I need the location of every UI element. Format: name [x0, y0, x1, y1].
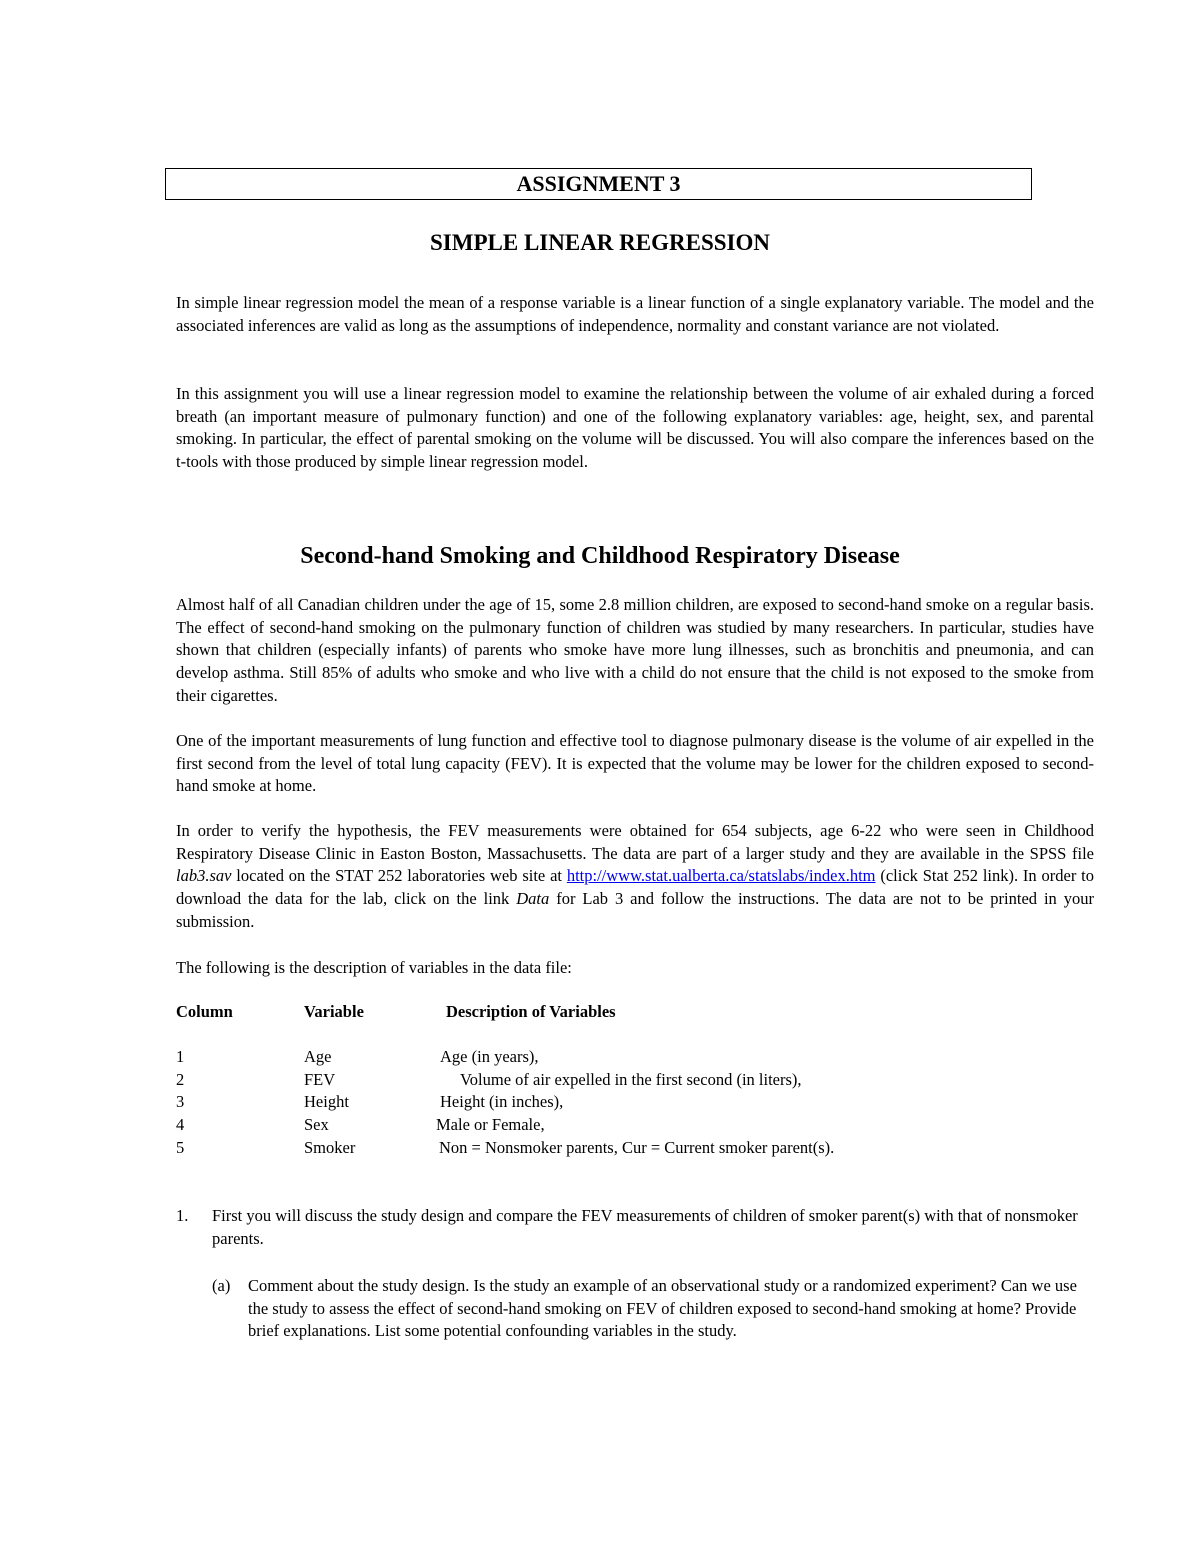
- section-paragraph-2: One of the important measurements of lung function and effective tool to diagnose pulmonary disease is the volume of air expelled in the first second from the level of total lung capacity (FEV). It is expected that the volume may be lower for the children exposed to second-hand smoke at home.: [176, 731, 1094, 796]
- table-row: [176, 1046, 1094, 1069]
- table-cell-column: 5: [176, 1137, 185, 1157]
- table-cell-description: Volume of air expelled in the first second (in liters),: [460, 1069, 802, 1089]
- data-link-label: Data: [516, 889, 550, 909]
- table-cell-description: Non = Nonsmoker parents, Cur = Current smoker parent(s).: [439, 1137, 835, 1157]
- table-cell-variable: Height: [304, 1092, 349, 1112]
- table-cell-description: Age (in years),: [440, 1047, 539, 1066]
- section-paragraph-3: [176, 820, 1094, 934]
- question-1a-text: Comment about the study design. Is the study an example of an observational study or a randomized experiment? Can we use the study to assess the effect of second-hand smoking on FEV of children exposed to second-hand smoking at home? Provide brief explanations. List some potential confounding variables in the study.: [248, 1276, 1077, 1341]
- table-cell-variable: Sex: [304, 1115, 329, 1135]
- section-paragraph-1: Almost half of all Canadian children under the age of 15, some 2.8 million children, are exposed to second-hand smoke on a regular basis. The effect of second-hand smoking on the pulmonary function of children was studied by many researchers. In particular, studies have shown that children (especially infants) of parents who smoke have more lung illnesses, such as bronchitis and pneumonia, and can develop asthma. Still 85% of adults who smoke and who live with a child do not ensure that the child is not exposed to the smoke from their cigarettes.: [176, 595, 1094, 705]
- main-heading: SIMPLE LINEAR REGRESSION: [430, 230, 770, 255]
- table-cell-variable: FEV: [304, 1069, 336, 1089]
- table-header-column: Column: [176, 1002, 233, 1021]
- table-cell-description: Height (in inches),: [440, 1092, 564, 1112]
- table-cell-column: 1: [176, 1047, 185, 1066]
- table-cell-column: 2: [176, 1069, 185, 1089]
- p3-text-a: In order to verify the hypothesis, the FEV measurements were obtained for 654 subjects, age 6-22 who were seen in Childhood Respiratory Disease Clinic in Easton Boston, Massachusetts. The data are part of a larger study and they are available in the SPSS file: [176, 821, 1094, 863]
- table-cell-column: 4: [176, 1115, 185, 1135]
- intro-paragraph-1: In simple linear regression model the mean of a response variable is a linear function of a single explanatory variable. The model and the associated inferences are valid as long as the assumptions of independence, normality and constant variance are not violated.: [176, 293, 1094, 335]
- intro-paragraph-2: In this assignment you will use a linear regression model to examine the relationship between the volume of air exhaled during a forced breath (an important measure of pulmonary function) and one of the following explanatory variables: age, height, sex, and parental smoking. In particular, the effect of parental smoking on the volume will be discussed. You will also compare the inferences based on the t-tools with those produced by simple linear regression model.: [176, 384, 1094, 472]
- p3-text-b: located on the STAT 252 laboratories web site at: [231, 866, 567, 886]
- section-paragraph-4: The following is the description of variables in the data file:: [176, 958, 572, 977]
- table-header-description: Description of Variables: [446, 1002, 616, 1021]
- data-file-name: lab3.sav: [176, 866, 232, 886]
- table-cell-variable: Smoker: [304, 1137, 356, 1157]
- lab-website-link[interactable]: http://www.stat.ualberta.ca/statslabs/index.htm: [566, 866, 876, 886]
- question-1a-label: (a): [212, 1276, 231, 1295]
- p3-text-d: for Lab 3 and follow the instructions. The data are not to be printed in your submission.: [176, 889, 1094, 931]
- assignment-title-box: [165, 168, 1032, 200]
- table-row: [176, 1069, 1094, 1092]
- table-header-variable: Variable: [304, 1002, 364, 1021]
- question-1-number: 1.: [176, 1206, 189, 1225]
- variables-table: [176, 1001, 1094, 1159]
- assignment-title: ASSIGNMENT 3: [516, 171, 681, 196]
- table-cell-description: Male or Female,: [436, 1115, 545, 1135]
- table-row: [176, 1114, 1094, 1137]
- table-header-row: [176, 1001, 1094, 1046]
- p3-text-c: (click Stat 252 link). In order to download the data for the lab, click on the link: [176, 866, 1094, 909]
- table-row: [176, 1091, 1094, 1114]
- section-heading: Second-hand Smoking and Childhood Respiratory Disease: [300, 543, 900, 569]
- table-row: [176, 1137, 1094, 1160]
- table-cell-column: 3: [176, 1092, 185, 1112]
- table-cell-variable: Age: [304, 1047, 332, 1066]
- question-1-text: First you will discuss the study design and compare the FEV measurements of children of smoker parent(s) with that of nonsmoker parents.: [212, 1206, 1078, 1248]
